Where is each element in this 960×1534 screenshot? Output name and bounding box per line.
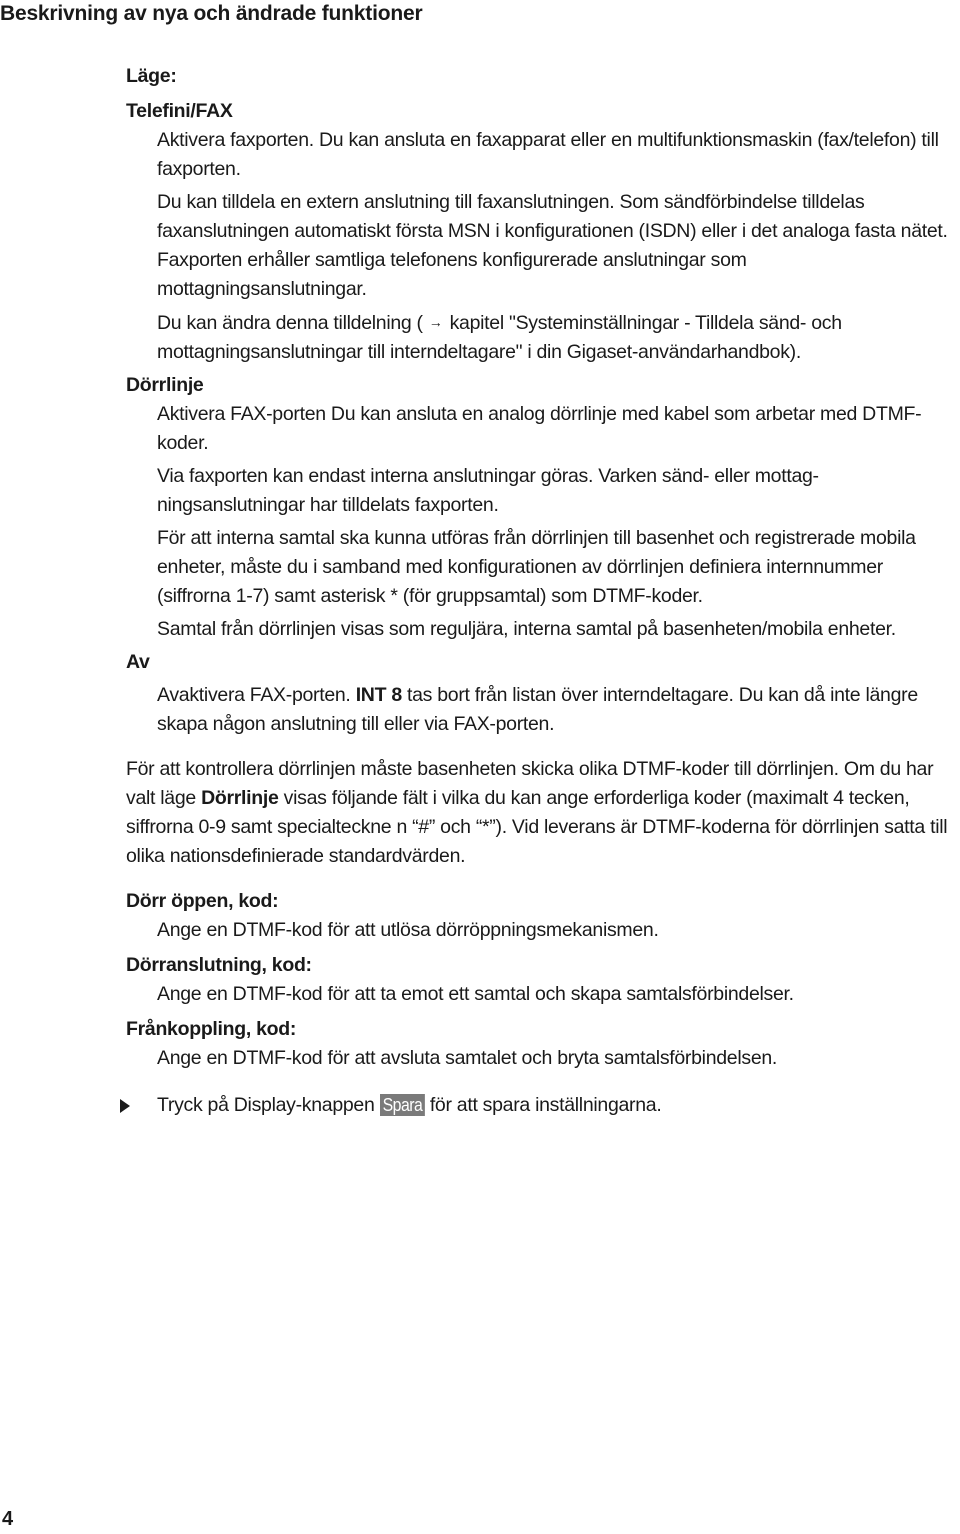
page-number: 4 xyxy=(2,1508,14,1530)
field-disconnect xyxy=(126,1015,956,1073)
step-text-before: Tryck på Display-knappen xyxy=(157,1094,375,1116)
door-connect-code-description: Ange en DTMF-kod för att ta emot ett samtal och skapa samtalsförbindelser. xyxy=(157,983,794,1005)
int-8-label: INT 8 xyxy=(355,684,402,706)
av-text-before: Avaktivera FAX-porten. xyxy=(157,684,351,706)
option-telefini-fax xyxy=(126,97,956,367)
av-paragraph xyxy=(157,681,956,739)
arrow-right-icon: → xyxy=(428,314,443,330)
field-door-connect xyxy=(126,951,956,1009)
door-open-code-description: Ange en DTMF-kod för att utlösa dörröppningsmekanismen. xyxy=(157,919,659,941)
disconnect-code-label: Frånkoppling, kod: xyxy=(126,1018,297,1040)
step-triangle-icon xyxy=(120,1099,130,1113)
door-connect-code-label: Dörranslutning, kod: xyxy=(126,954,312,976)
option-dorrlinje-label: Dörrlinje xyxy=(126,374,204,396)
document-body xyxy=(126,62,956,1120)
dorrlinje-paragraph-2: Via faxporten kan endast interna anslutningar göras. Varken sänd- eller mottagningsanslutningar har tilldelats faxporten. xyxy=(157,465,820,516)
av-text-after: tas bort från listan över interndeltagare. Du kan då inte längre skapa någon anslutning till eller via FAX-porten. xyxy=(157,684,918,735)
door-open-code-label: Dörr öppen, kod: xyxy=(126,890,279,912)
instruction-step xyxy=(126,1091,956,1120)
telefini-fax-paragraph-3 xyxy=(157,308,956,367)
dtmf-intro-text-after: visas följande fält i vilka du kan ange erforderliga koder (maximalt 4 tecken, siffrorna 0-9 samt specialteckne n “#” och “*”). Vid leverans är DTMF-koderna för dörrlinjen satta till olika nationsdefinierade standardvärden. xyxy=(126,787,948,867)
dorrlinje-paragraph-1: Aktivera FAX-porten Du kan ansluta en analog dörrlinje med kabel som arbetar med DTMF-koder. xyxy=(157,403,922,454)
step-text-after: för att spara inställningarna. xyxy=(429,1094,662,1116)
option-telefini-fax-label: Telefini/FAX xyxy=(126,100,233,122)
spara-softkey[interactable]: Spara xyxy=(380,1094,425,1116)
mode-label: Läge: xyxy=(126,65,177,87)
dorrlinje-paragraph-3: För att interna samtal ska kunna utföras från dörrlinjen till basenhet och registrerade mobila enheter, måste du i samband med konfigurationen av dörrlinjen definiera internnummer (siffrorna 1-7) samt asterisk * (för gruppsamtal) som DTMF-koder. xyxy=(157,527,916,607)
dorrlinje-paragraph-4: Samtal från dörrlinjen visas som reguljära, interna samtal på basenheten/mobila enheter. xyxy=(157,618,896,640)
telefini-fax-paragraph-2: Du kan tilldela en extern anslutning till faxanslutningen. Som sändförbindelse tilldelas faxanslutningen automatiskt första MSN i konfigurationen (ISDN) eller i det analoga fasta nätet. Faxporten erhåller samtliga telefonens konfigurerade anslutningar som mottagningsanslutningar. xyxy=(157,191,948,300)
option-av-label: Av xyxy=(126,651,150,673)
page-header-title: Beskrivning av nya och ändrade funktioner xyxy=(0,2,423,25)
telefini-fax-paragraph-1: Aktivera faxporten. Du kan ansluta en faxapparat eller en multifunktionsmaskin (fax/telefon) till faxporten. xyxy=(157,129,939,180)
step-text xyxy=(157,1091,956,1120)
dorrlinje-mode-name: Dörrlinje xyxy=(201,787,279,809)
dtmf-intro-text-before: För att kontrollera dörrlinjen måste basenheten skicka olika DTMF-koder till dörrlinjen. Om du har valt läge xyxy=(126,758,934,809)
disconnect-code-description: Ange en DTMF-kod för att avsluta samtalet och bryta samtalsförbindelsen. xyxy=(157,1047,778,1069)
option-av xyxy=(126,648,956,739)
chapter-reference-link[interactable]: kapitel "Systeminställningar - Tilldela sänd- och mottagningsanslutningar till interndeltagare" i din Gigaset-användarhandbok). xyxy=(157,312,842,363)
telefini-fax-p3-text-before: Du kan ändra denna tilldelning ( xyxy=(157,312,423,334)
option-dorrlinje xyxy=(126,371,956,644)
dtmf-intro-paragraph xyxy=(126,755,956,871)
field-door-open xyxy=(126,887,956,945)
